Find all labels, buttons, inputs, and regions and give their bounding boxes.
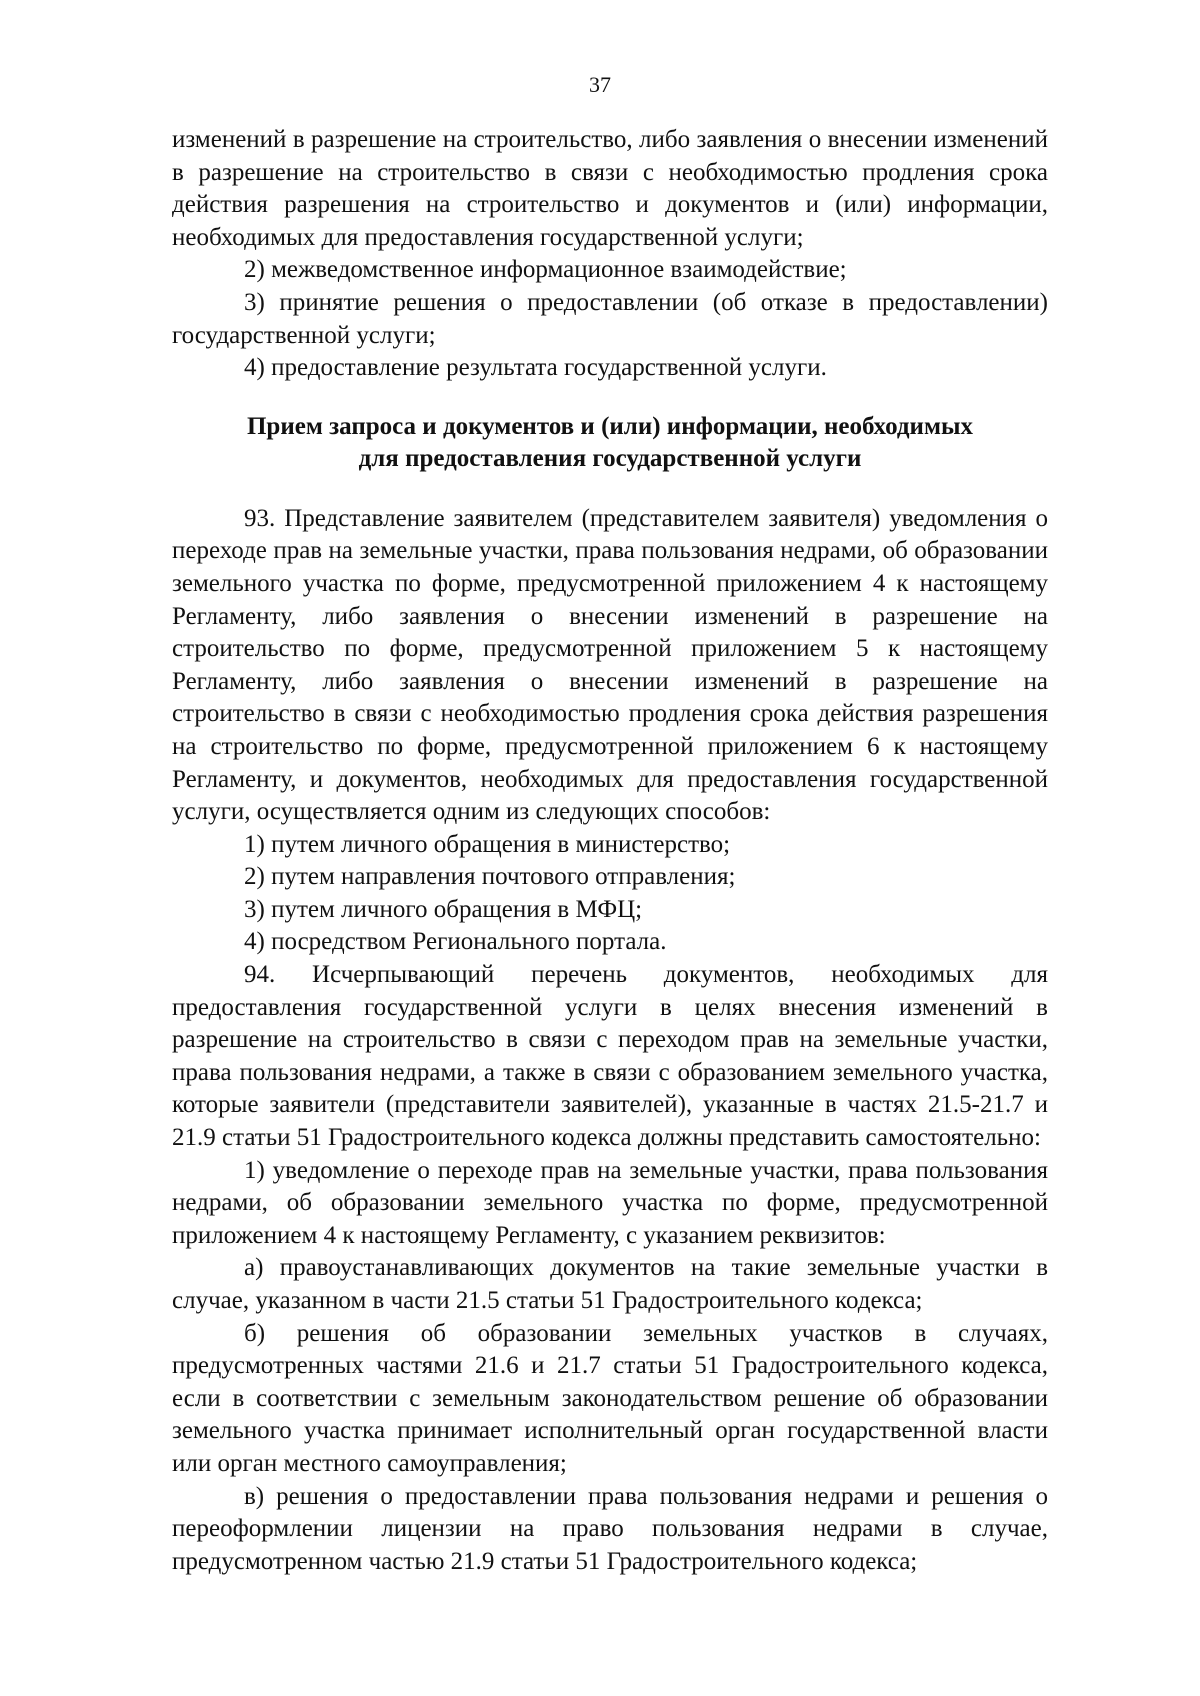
section-heading — [172, 411, 1048, 475]
subitem-a: а) правоустанавливающих документов на такие земельные участки в случае, указанном в части 21.5 статьи 51 Градостроительного кодекса; — [172, 1254, 1048, 1314]
subitem-b: б) решения об образовании земельных участков в случаях, предусмотренных частями 21.6 и 21.7 статьи 51 Градостроительного кодекса, если в соответствии с земельным законодательством решение об образовании земельного участка принимает исполнительный орган государственной власти или орган местного самоуправления; — [172, 1319, 1048, 1477]
section-heading-line-1: Прием запроса и документов и (или) информации, необходимых — [246, 412, 973, 440]
list-item-3: 3) принятие решения о предоставлении (об отказе в предоставлении) государственной услуги; — [172, 288, 1048, 349]
list-item-2: 2) межведомственное информационное взаимодействие; — [244, 256, 847, 284]
method-item-3: 3) путем личного обращения в МФЦ; — [244, 895, 643, 923]
method-item-4: 4) посредством Регионального портала. — [244, 928, 667, 956]
section-heading-line-2: для предоставления государственной услуги — [358, 444, 862, 472]
method-item-2: 2) путем направления почтового отправления; — [244, 863, 736, 891]
page-number: 37 — [589, 72, 611, 97]
document-body — [172, 124, 1048, 1578]
paragraph-continuation: изменений в разрешение на строительство, либо заявления о внесении изменений в разрешение на строительство в связи с необходимостью продления срока действия разрешения на строительство и документов и (или) информации, необходимых для предоставления государственной услуги; — [172, 126, 1048, 251]
subitem-v: в) решения о предоставлении права пользования недрами и решения о переоформлении лицензии на право пользования недрами в случае, предусмотренном частью 21.9 статьи 51 Градостроительного кодекса; — [172, 1482, 1048, 1575]
paragraph-93: 93. Представление заявителем (представителем заявителя) уведомления о переходе прав на земельные участки, права пользования недрами, об образовании земельного участка по форме, предусмотренной приложением 4 к настоящему Регламенту, либо заявления о внесении изменений в разрешение на строительство по форме, предусмотренной приложением 5 к настоящему Регламенту, либо заявления о внесении изменений в разрешение на строительство в связи с необходимостью продления срока действия разрешения на строительство по форме, предусмотренной приложением 6 к настоящему Регламенту, и документов, необходимых для предоставления государственной услуги, осуществляется одним из следующих способов: — [172, 504, 1048, 826]
paragraph-94: 94. Исчерпывающий перечень документов, необходимых для предоставления государственной услуги в целях внесения изменений в разрешение на строительство в связи с переходом прав на земельные участки, права пользования недрами, а также в связи с образованием земельного участка, которые заявители (представители заявителей), указанные в частях 21.5-21.7 и 21.9 статьи 51 Градостроительного кодекса должны представить самостоятельно: — [172, 961, 1048, 1152]
document-item-1: 1) уведомление о переходе прав на земельные участки, права пользования недрами, об образовании земельного участка по форме, предусмотренной приложением 4 к настоящему Регламенту, с указанием реквизитов: — [172, 1156, 1048, 1249]
method-item-1: 1) путем личного обращения в министерство; — [244, 830, 731, 858]
list-item-4: 4) предоставление результата государственной услуги. — [244, 354, 827, 382]
